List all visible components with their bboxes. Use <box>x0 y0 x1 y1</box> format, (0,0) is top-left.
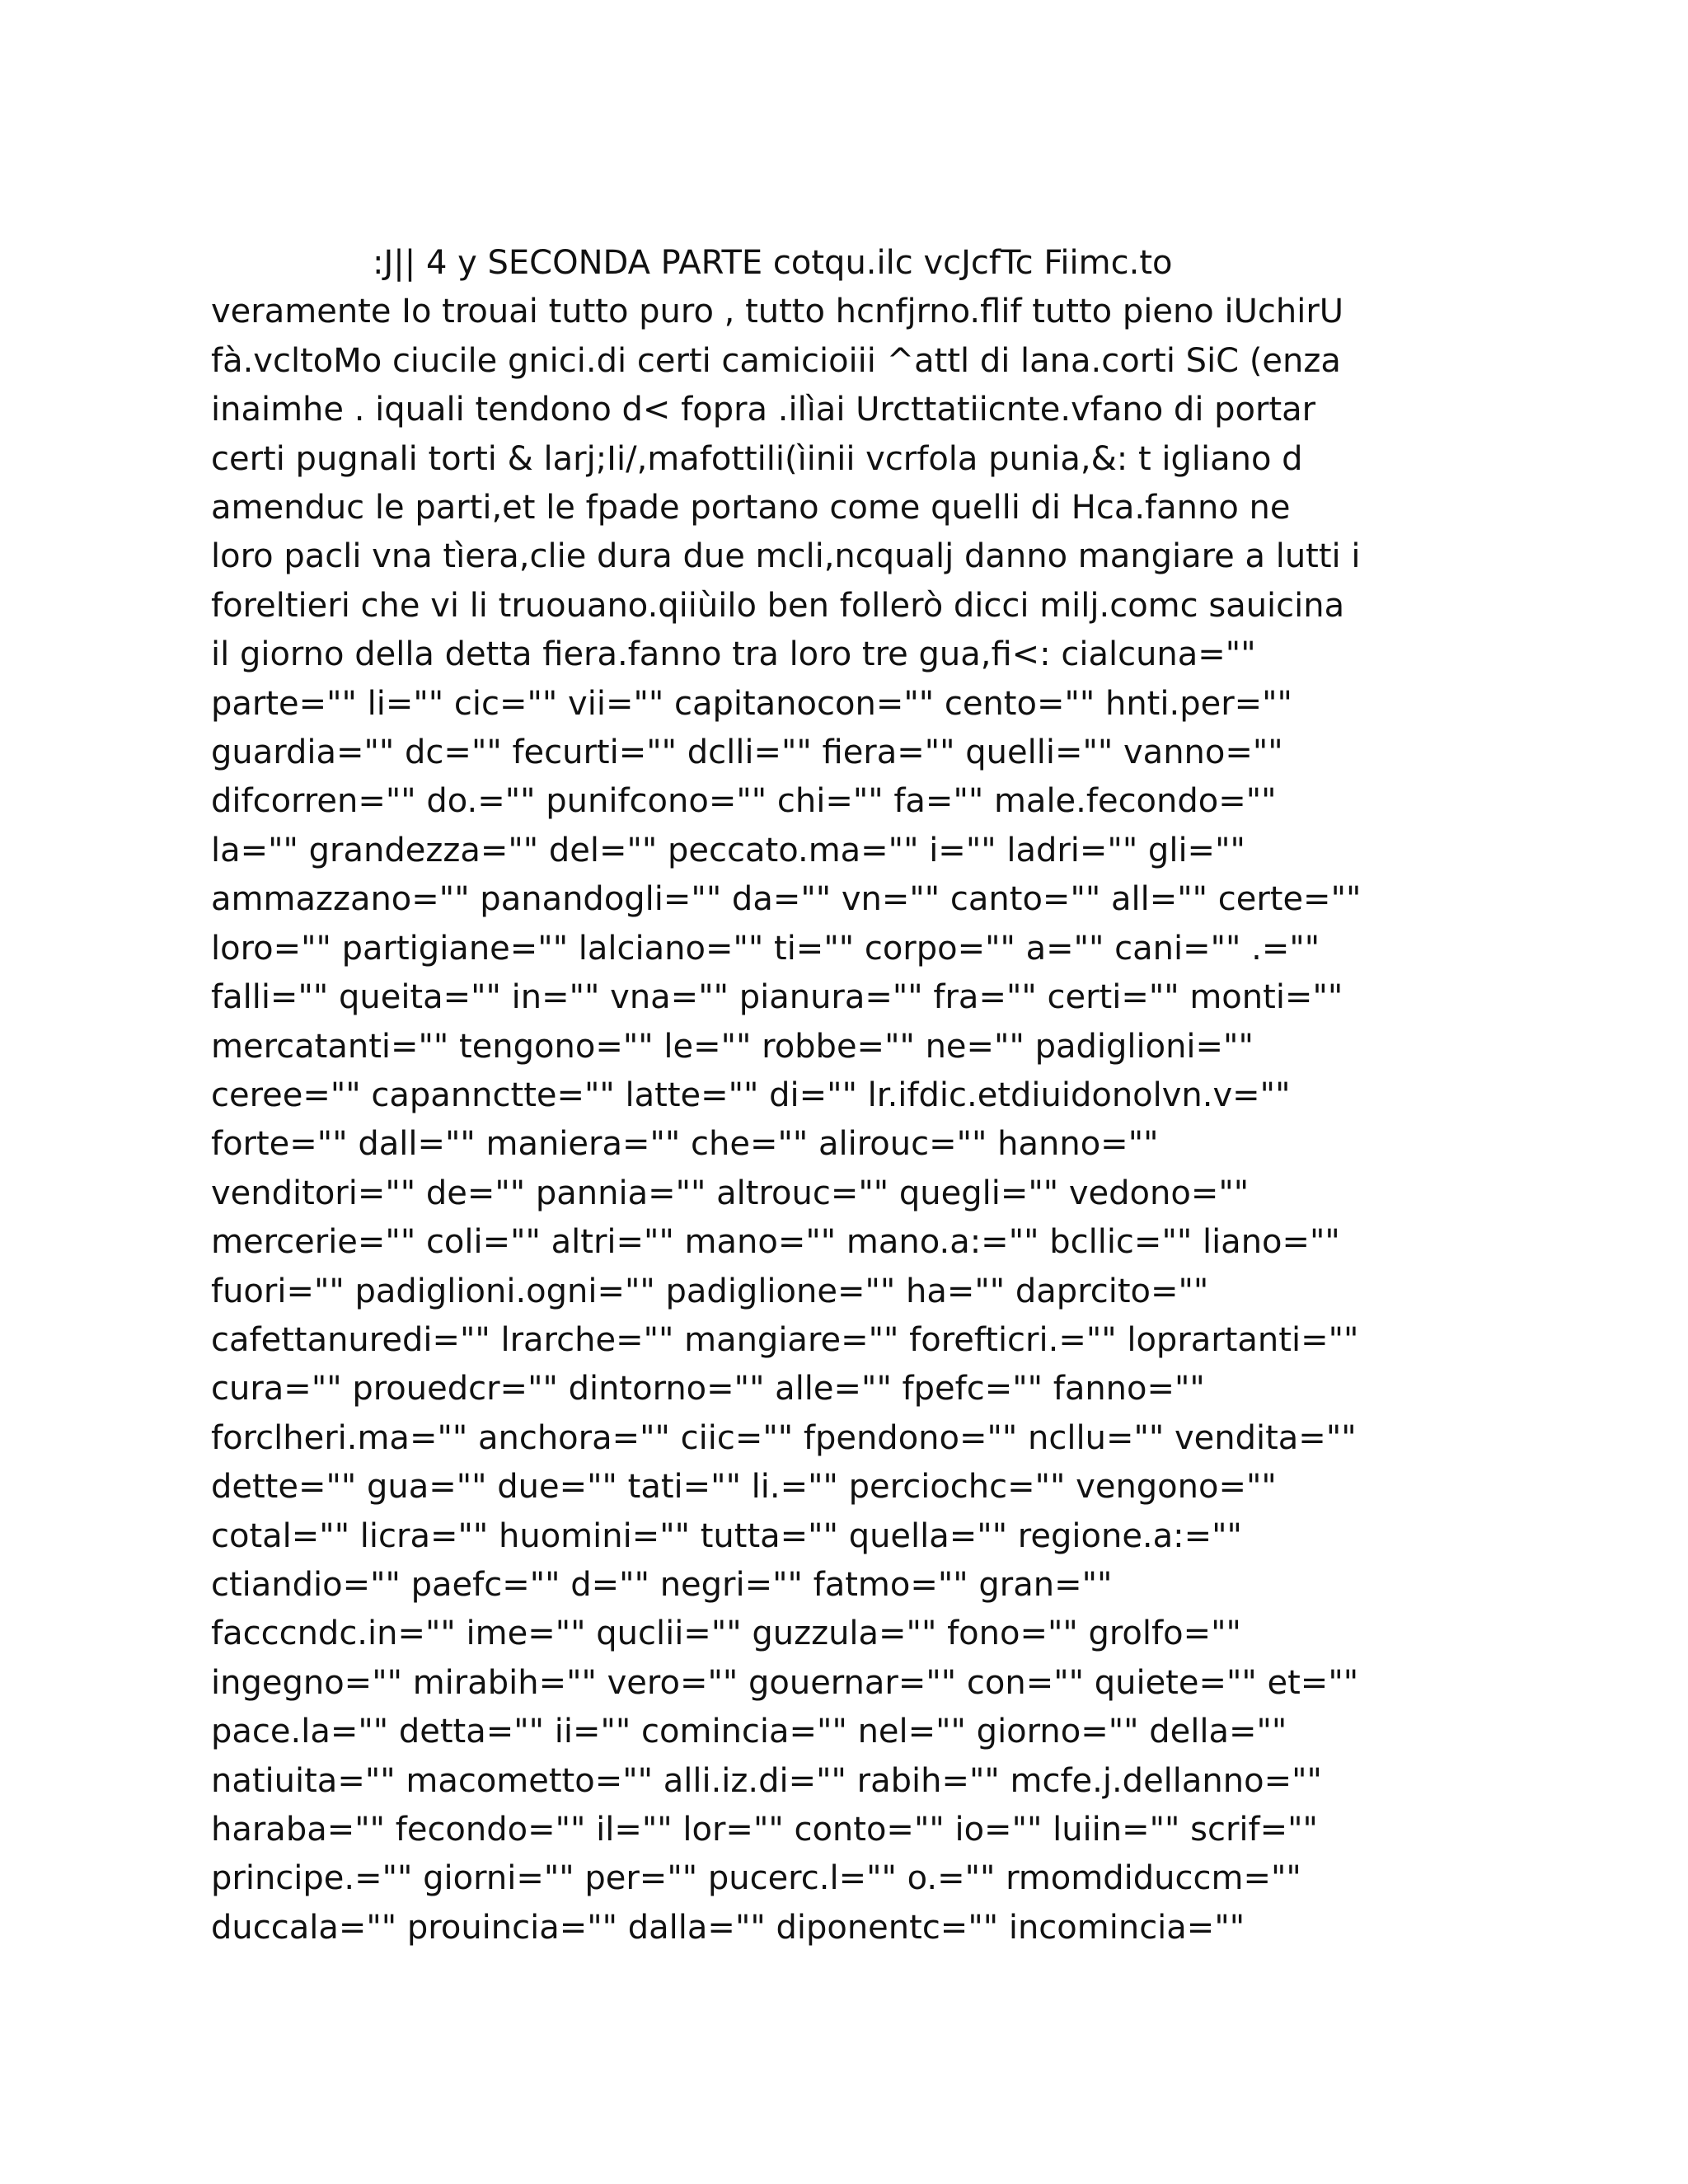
text-line: cotal="" licra="" huomini="" tutta="" quella="" regione.a:="" <box>211 1516 1242 1555</box>
text-line: duccala="" prouincia="" dalla="" diponentc="" incomincia="" <box>211 1908 1245 1947</box>
text-line: mercerie="" coli="" altri="" mano="" mano.a:="" bcllic="" liano="" <box>211 1223 1340 1262</box>
text-line: forclheri.ma="" anchora="" ciic="" fpendono="" ncllu="" vendita="" <box>211 1418 1357 1457</box>
text-line: difcorren="" do.="" punifcono="" chi="" fa="" male.fecondo="" <box>211 782 1277 821</box>
text-line: guardia="" dc="" fecurti="" dclli="" fiera="" quelli="" vanno="" <box>211 733 1283 772</box>
text-line: la="" grandezza="" del="" peccato.ma="" i="" ladri="" gli="" <box>211 831 1245 869</box>
text-line-header: :J|| 4 y SECONDA PARTE cotqu.ilc vcJcfTc Fiimc.to <box>373 244 1173 282</box>
text-line: facccndc.in="" ime="" quclii="" guzzula="" fono="" grolfo="" <box>211 1615 1241 1653</box>
text-line: falli="" queita="" in="" vna="" pianura="" fra="" certi="" monti="" <box>211 978 1343 1017</box>
text-line: inaimhe . iquali tendono d< fopra .ilìai Urcttatiicnte.vfano di portar <box>211 391 1316 429</box>
text-line: pace.la="" detta="" ii="" comincia="" nel="" giorno="" della="" <box>211 1713 1287 1751</box>
text-line: certi pugnali torti & larj;Ii/,mafottili(ìinii vcrfola punia,&: t igliano d <box>211 439 1303 478</box>
text-line: dette="" gua="" due="" tati="" li.="" perciochc="" vengono="" <box>211 1468 1277 1507</box>
text-line: veramente Io trouai tutto puro , tutto hcnfjrno.flif tutto pieno iUchirU <box>211 293 1344 331</box>
text-line: ceree="" capannctte="" latte="" di="" lr.ifdic.etdiuidonolvn.v="" <box>211 1076 1291 1114</box>
text-line: amenduc le parti,et le fpade portano come quelli di Hca.fanno ne <box>211 489 1291 527</box>
text-line: loro pacli vna tìera,clie dura due mcli,ncqualj danno mangiare a lutti i <box>211 537 1361 576</box>
text-line: principe.="" giorni="" per="" pucerc.l="" o.="" rmomdiduccm="" <box>211 1859 1301 1898</box>
text-line: haraba="" fecondo="" il="" lor="" conto="" io="" luiin="" scrif="" <box>211 1811 1318 1849</box>
text-line: forte="" dall="" maniera="" che="" alirouc="" hanno="" <box>211 1125 1159 1164</box>
text-line: ammazzano="" panandogli="" da="" vn="" canto="" all="" certe="" <box>211 880 1362 919</box>
text-line: natiuita="" macometto="" alli.iz.di="" rabih="" mcfe.j.dellanno="" <box>211 1761 1322 1800</box>
text-line: mercatanti="" tengono="" le="" robbe="" ne="" padiglioni="" <box>211 1027 1254 1066</box>
text-line: il giorno della detta fiera.fanno tra loro tre gua,fi<: cialcuna="" <box>211 635 1256 674</box>
text-line: loro="" partigiane="" lalciano="" ti="" corpo="" a="" cani="" .="" <box>211 929 1320 968</box>
text-line: parte="" li="" cic="" vii="" capitanocon="" cento="" hnti.per="" <box>211 684 1292 723</box>
text-line: venditori="" de="" pannia="" altrouc="" quegli="" vedono="" <box>211 1174 1250 1212</box>
text-line: ingegno="" mirabih="" vero="" gouernar="" con="" quiete="" et="" <box>211 1663 1359 1702</box>
body-text <box>211 239 1497 1952</box>
text-line: cafettanuredi="" lrarche="" mangiare="" forefticri.="" loprartanti="" <box>211 1320 1359 1359</box>
text-line: ctiandio="" paefc="" d="" negri="" fatmo="" gran="" <box>211 1565 1113 1604</box>
text-line: foreltieri che vi li truouano.qiiùilo ben follerò dicci milj.comc sauicina <box>211 586 1345 625</box>
text-line: fà.vcltoMo ciucile gnici.di certi camicioiii ^attl di lana.corti SiC (enza <box>211 341 1341 380</box>
text-line: cura="" prouedcr="" dintorno="" alle="" fpefc="" fanno="" <box>211 1370 1205 1408</box>
text-line: fuori="" padiglioni.ogni="" padiglione="" ha="" daprcito="" <box>211 1272 1209 1310</box>
